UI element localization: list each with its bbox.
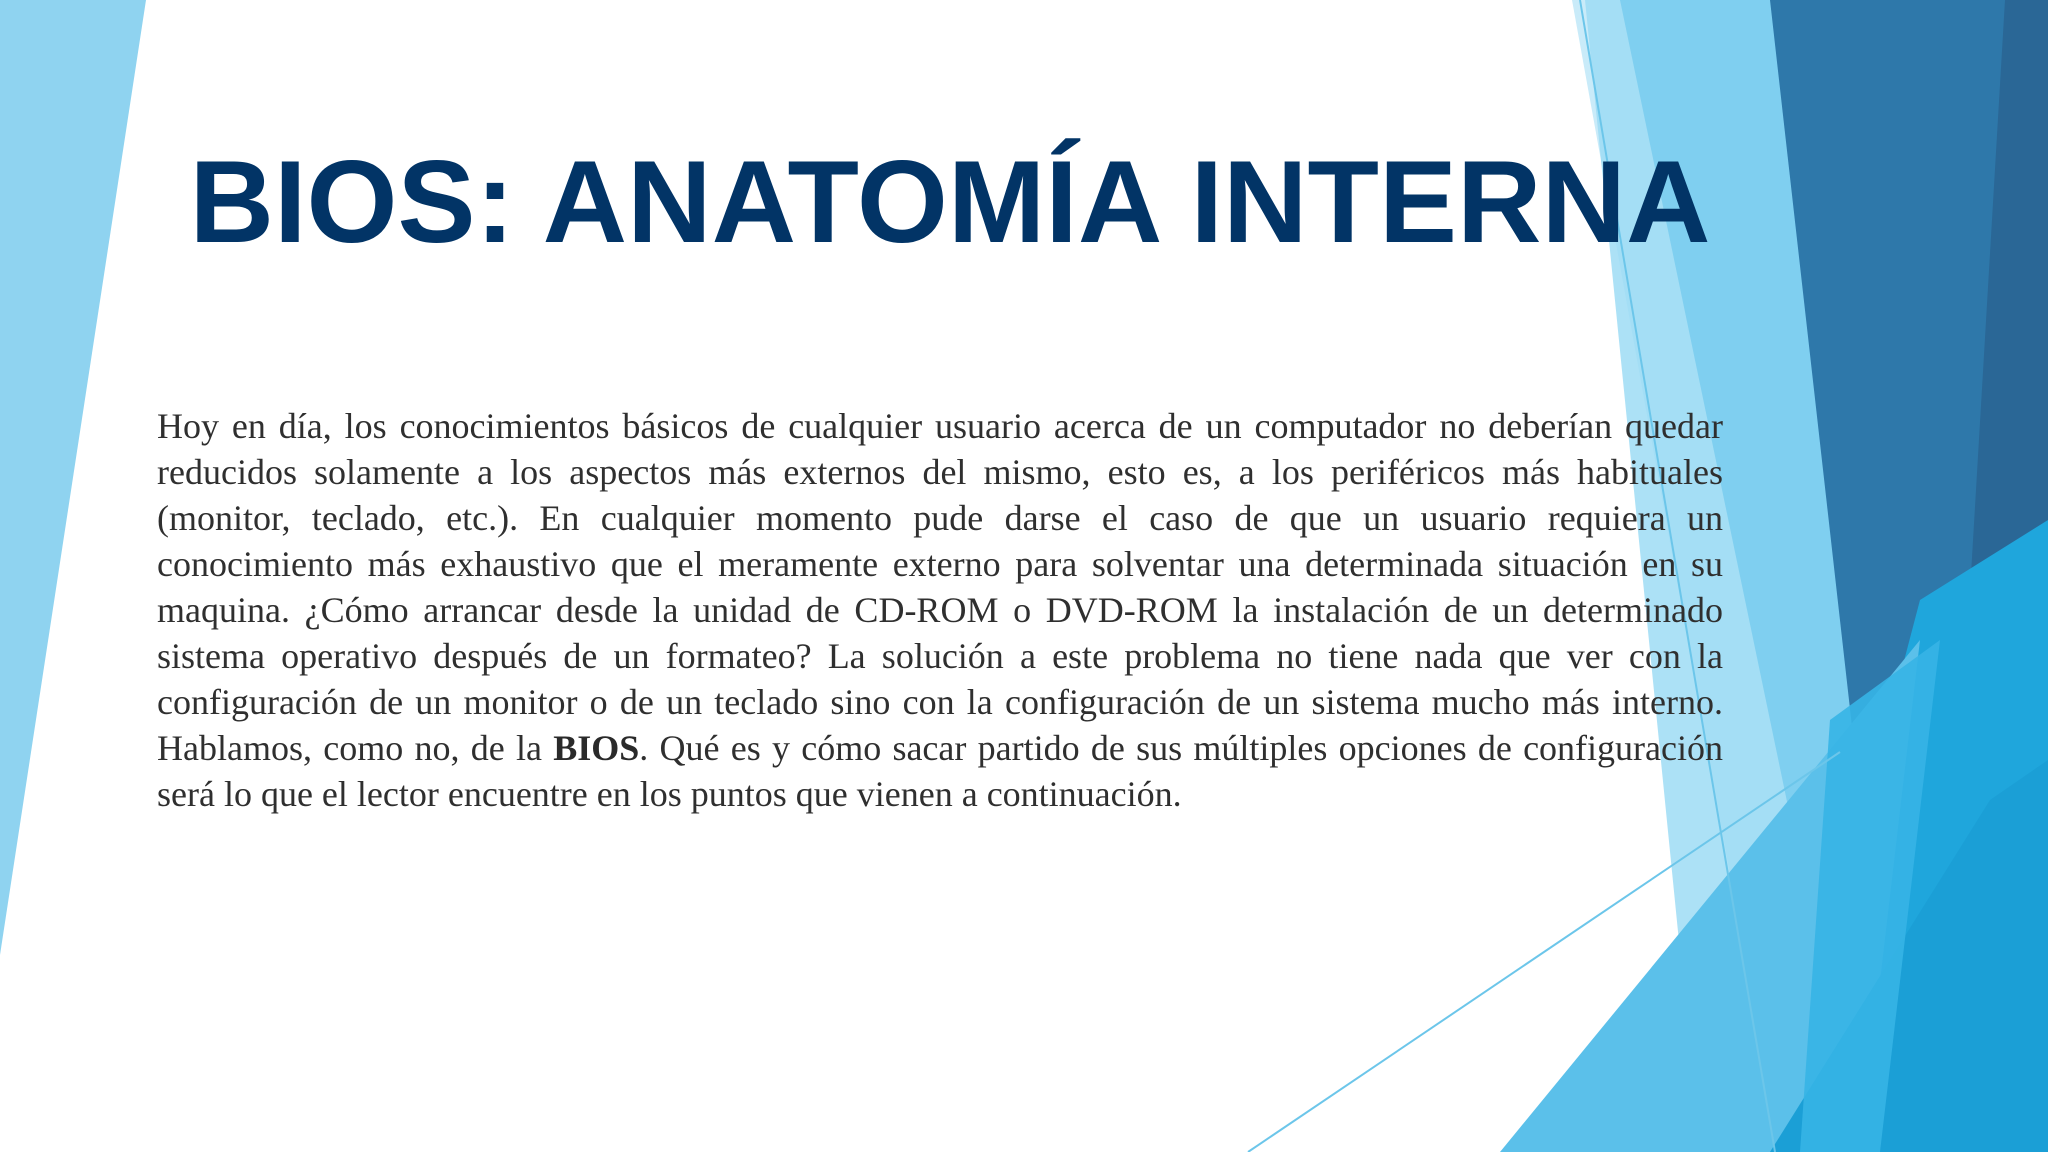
slide-title: BIOS: ANATOMÍA INTERNA	[189, 136, 1711, 267]
paragraph-text-end: . Qué es y cómo sacar partido de sus múltiples opciones de configuración será lo que el lector encuentre en los puntos que vienen a continuación.	[157, 728, 1723, 814]
body-paragraph	[157, 403, 1723, 817]
left-wedge	[0, 0, 146, 955]
paragraph-bold-term: BIOS	[553, 728, 640, 768]
paragraph-text-start: Hoy en día, los conocimientos básicos de cualquier usuario acerca de un computador no deberían quedar reducidos solamente a los aspectos más externos del mismo, esto es, a los periféricos más habituales (monitor, teclado, etc.). En cualquier momento pude darse el caso de que un usuario requiera un conocimiento más exhaustivo que el meramente externo para solventar una determinada situación en su maquina. ¿Cómo arrancar desde la unidad de CD-ROM o DVD-ROM la instalación de un determinado sistema operativo después de un formateo? La solución a este problema no tiene nada que ver con la configuración de un monitor o de un teclado sino con la configuración de un sistema mucho más interno. Hablamos, como no, de la	[157, 406, 1723, 768]
